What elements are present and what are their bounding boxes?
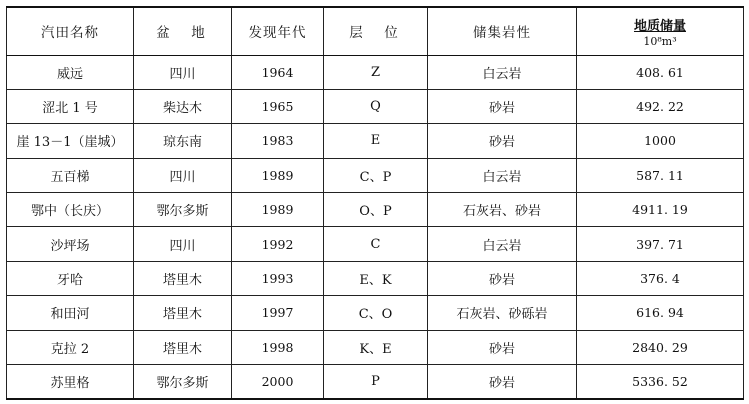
cell-basin: 鄂尔多斯 [134, 193, 232, 227]
cell-name: 牙哈 [7, 261, 134, 295]
cell-reserve: 397. 71 [577, 227, 744, 261]
cell-lithology: 砂岩 [428, 124, 577, 158]
cell-layer: O、P [324, 193, 428, 227]
cell-reserve: 408. 61 [577, 55, 744, 89]
table-row [7, 261, 744, 295]
cell-name: 克拉 2 [7, 330, 134, 364]
table-row [7, 227, 744, 261]
cell-reserve: 1000 [577, 124, 744, 158]
header-reserve [577, 7, 744, 55]
table-row [7, 365, 744, 399]
cell-basin: 四川 [134, 227, 232, 261]
table-row [7, 158, 744, 192]
cell-basin: 柴达木 [134, 89, 232, 123]
cell-basin: 塔里木 [134, 296, 232, 330]
reserve-unit: 10⁸m³ [643, 34, 677, 48]
cell-layer: E、K [324, 261, 428, 295]
table-row [7, 89, 744, 123]
cell-name: 和田河 [7, 296, 134, 330]
cell-layer: C、O [324, 296, 428, 330]
reserve-title: 地质储量 [633, 18, 686, 34]
cell-year: 1989 [232, 193, 324, 227]
cell-lithology: 石灰岩、砂岩 [428, 193, 577, 227]
cell-name: 苏里格 [7, 365, 134, 399]
table-row [7, 296, 744, 330]
cell-year: 1989 [232, 158, 324, 192]
cell-reserve: 492. 22 [577, 89, 744, 123]
table-row [7, 330, 744, 364]
cell-basin: 四川 [134, 55, 232, 89]
header-name: 汽田名称 [7, 7, 134, 55]
cell-lithology: 石灰岩、砂砾岩 [428, 296, 577, 330]
cell-reserve: 616. 94 [577, 296, 744, 330]
cell-year: 1983 [232, 124, 324, 158]
cell-name: 鄂中（长庆） [7, 193, 134, 227]
cell-reserve: 5336. 52 [577, 365, 744, 399]
cell-lithology: 砂岩 [428, 89, 577, 123]
cell-layer: C [324, 227, 428, 261]
cell-reserve: 2840. 29 [577, 330, 744, 364]
cell-name: 涩北 1 号 [7, 89, 134, 123]
cell-name: 沙坪场 [7, 227, 134, 261]
cell-name: 威远 [7, 55, 134, 89]
cell-year: 1965 [232, 89, 324, 123]
cell-lithology: 砂岩 [428, 365, 577, 399]
cell-reserve: 4911. 19 [577, 193, 744, 227]
cell-lithology: 白云岩 [428, 55, 577, 89]
cell-lithology: 白云岩 [428, 158, 577, 192]
cell-year: 1997 [232, 296, 324, 330]
cell-layer: P [324, 365, 428, 399]
cell-layer: K、E [324, 330, 428, 364]
cell-layer: Z [324, 55, 428, 89]
cell-reserve: 587. 11 [577, 158, 744, 192]
header-basin: 盆 地 [134, 7, 232, 55]
cell-basin: 塔里木 [134, 330, 232, 364]
gas-field-table [6, 6, 744, 400]
cell-basin: 塔里木 [134, 261, 232, 295]
cell-year: 1993 [232, 261, 324, 295]
cell-layer: Q [324, 89, 428, 123]
cell-layer: E [324, 124, 428, 158]
header-layer: 层 位 [324, 7, 428, 55]
cell-name: 五百梯 [7, 158, 134, 192]
header-year: 发现年代 [232, 7, 324, 55]
cell-lithology: 白云岩 [428, 227, 577, 261]
cell-basin: 四川 [134, 158, 232, 192]
cell-basin: 鄂尔多斯 [134, 365, 232, 399]
header-lithology: 储集岩性 [428, 7, 577, 55]
cell-lithology: 砂岩 [428, 261, 577, 295]
table-row [7, 55, 744, 89]
cell-layer: C、P [324, 158, 428, 192]
cell-year: 1998 [232, 330, 324, 364]
cell-basin: 琼东南 [134, 124, 232, 158]
cell-name: 崖 13－1（崖城） [7, 124, 134, 158]
cell-lithology: 砂岩 [428, 330, 577, 364]
header-row [7, 7, 744, 55]
cell-year: 1964 [232, 55, 324, 89]
cell-year: 1992 [232, 227, 324, 261]
table-row [7, 124, 744, 158]
cell-reserve: 376. 4 [577, 261, 744, 295]
cell-year: 2000 [232, 365, 324, 399]
table-row [7, 193, 744, 227]
